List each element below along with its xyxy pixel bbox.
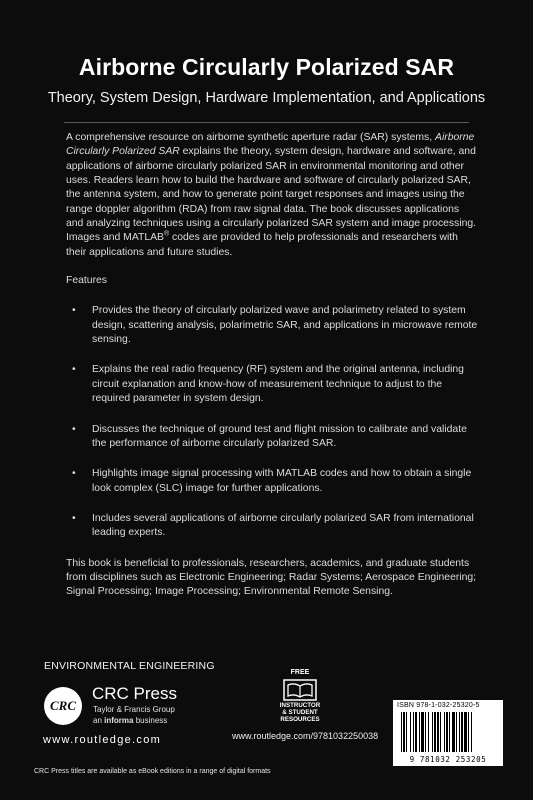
features-list: [66, 304, 478, 540]
open-book-icon: [283, 679, 317, 701]
book-title: Airborne Circularly Polarized SAR: [78, 54, 455, 80]
registered-mark: ®: [164, 230, 170, 238]
book-subtitle: Theory, System Design, Hardware Implementation, and Applications: [47, 90, 486, 106]
description-body: explains the theory, system design, hardware and software, and applications of airborne circularly polarized SAR in environmental monitoring and other uses. Readers learn how to build the hardware and software of circularly polarized SAR, the antenna system, and how to generate point target responses and images using the range doppler algorithm (RDA) from raw signal data. The book discusses applications and analyzing techniques using a circularly polarized SAR system and image processing. Images and MATLAB: [66, 146, 477, 244]
publisher-url[interactable]: www.routledge.com: [43, 734, 162, 746]
barcode-icon: [399, 712, 497, 752]
publisher-name: CRC Press: [92, 684, 178, 703]
audience-statement: This book is beneficial to professionals, researchers, academics, and graduate students from disciplines such as Electronic Engineering; Radar Systems; Aerospace Engineering; Signal Processing; Image Processing; Environmental Remote Sensing.: [66, 557, 477, 598]
resources-label-line: RESOURCES: [280, 716, 320, 724]
ebook-note: CRC Press titles are available as eBook editions in a range of digital formats: [34, 768, 271, 775]
feature-item: • Explains the real radio frequency (RF) system and the original antenna, including circuit explanation and know-how of measurement technique to adjust to the required parameter in system design.: [66, 363, 478, 406]
isbn-label: ISBN 978-1-032-25320-5: [397, 702, 480, 709]
publisher-business: an informa business: [93, 716, 168, 725]
title-divider: [64, 122, 469, 123]
resources-url[interactable]: www.routledge.com/9781032250038: [232, 731, 379, 741]
description-intro: A comprehensive resource on airborne synthetic aperture radar (SAR) systems,: [66, 132, 436, 143]
blurb-content: [66, 131, 478, 600]
feature-item: • Includes several applications of airborne circularly polarized SAR from international leading experts.: [66, 512, 478, 541]
book-description: [66, 131, 478, 260]
barcode-number: 9 781032 253205: [409, 755, 487, 764]
feature-item: • Highlights image signal processing with MATLAB codes and how to obtain a single look complex (SLC) image for further applications.: [66, 467, 478, 496]
crc-logo-text: CRC: [49, 698, 76, 713]
isbn-barcode: [393, 700, 503, 766]
feature-item: • Discusses the technique of ground test and flight mission to calibrate and validate the performance of airborne circularly polarized SAR.: [66, 423, 478, 452]
resources-label: [269, 702, 331, 724]
crc-press-logo: [44, 687, 82, 725]
subject-category: ENVIRONMENTAL ENGINEERING: [44, 660, 215, 672]
free-label: FREE: [290, 669, 310, 676]
description-tail: codes are provided to help professionals and researchers with their applications and future studies.: [66, 232, 458, 258]
resources-label-line: INSTRUCTOR: [279, 702, 321, 709]
resources-label-line: & STUDENT: [282, 709, 318, 717]
description-book-title: Airborne Circularly Polarized SAR: [66, 132, 475, 158]
feature-item: • Provides the theory of circularly polarized wave and polarimetry related to system design, scattering analysis, polarimetric SAR, and applications in microwave remote sensing.: [66, 304, 478, 347]
features-heading: Features: [66, 275, 108, 287]
publisher-group: Taylor & Francis Group: [93, 705, 175, 714]
